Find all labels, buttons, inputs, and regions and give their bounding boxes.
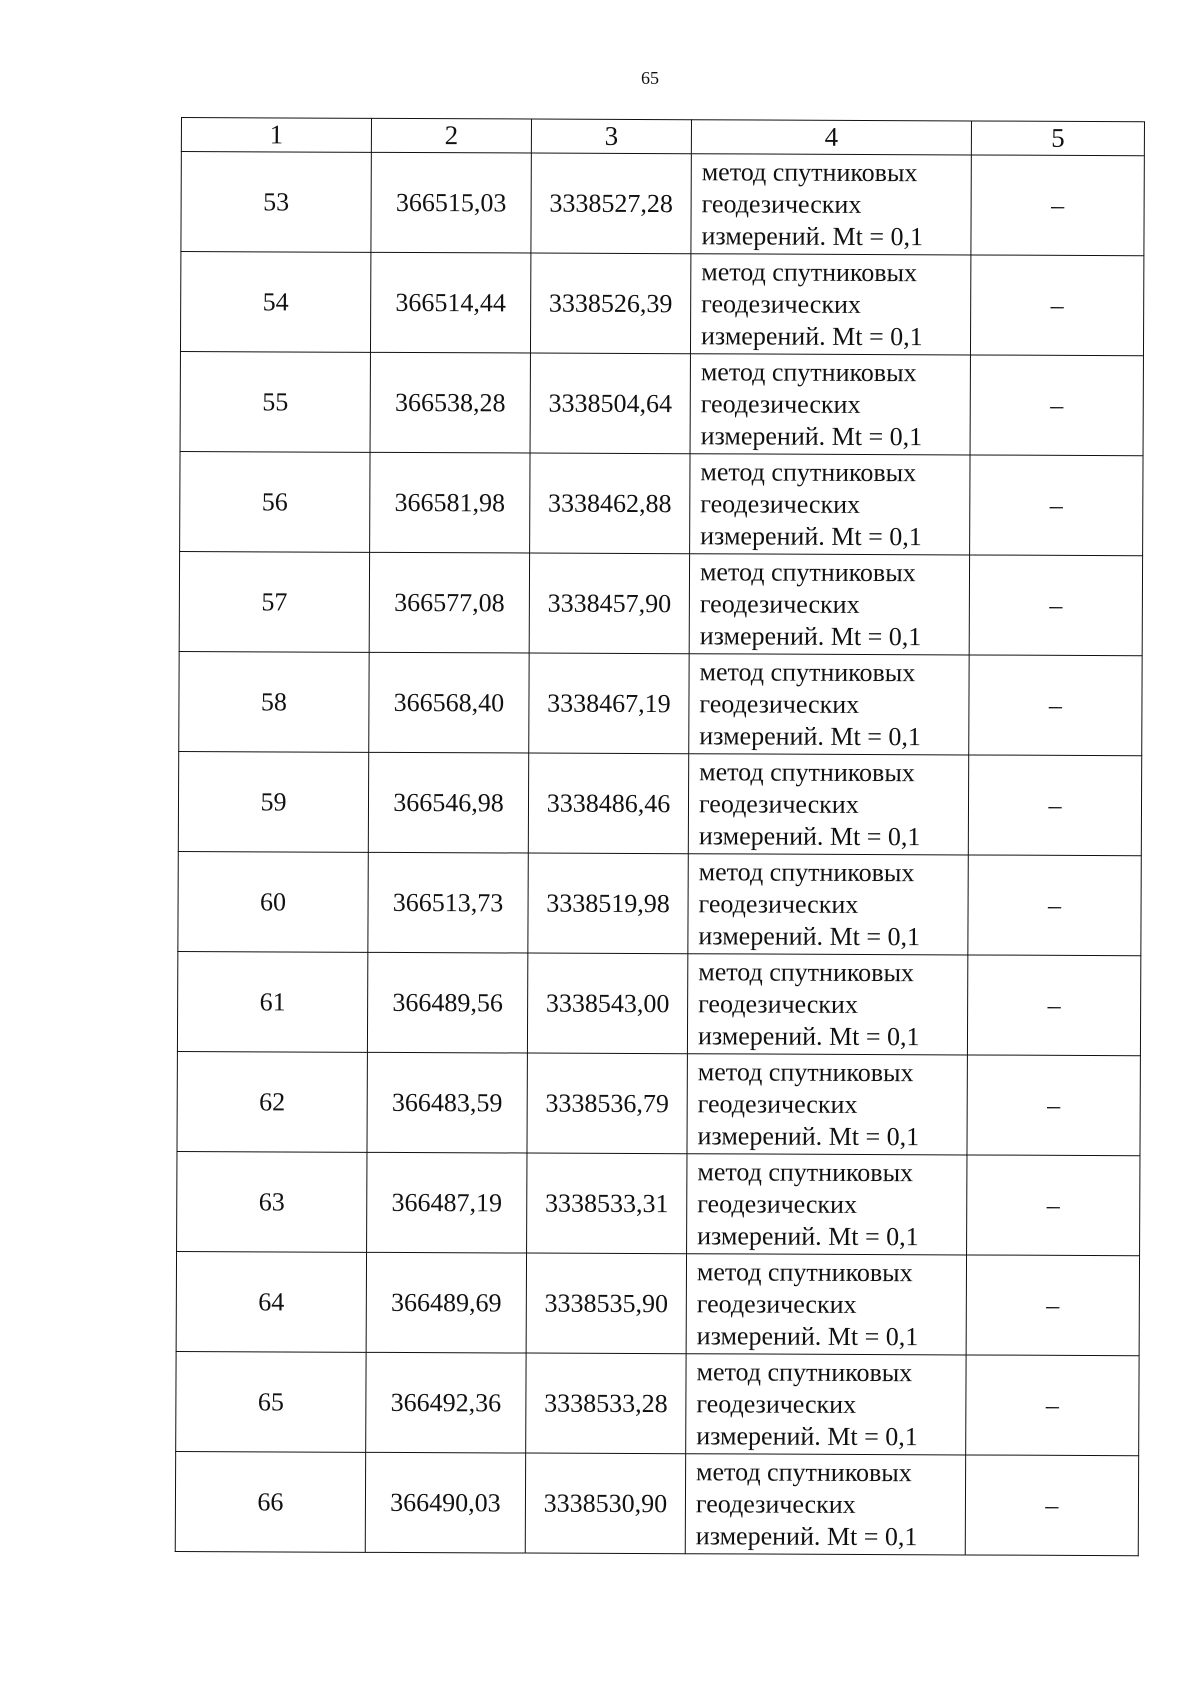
method-line: метод спутниковых bbox=[699, 656, 916, 687]
method-line: геодезических bbox=[696, 1288, 857, 1319]
x-coordinate-cell: 366538,28 bbox=[370, 352, 530, 453]
x-coordinate-cell: 366487,19 bbox=[367, 1152, 527, 1253]
x-coordinate-cell: 366513,73 bbox=[368, 852, 528, 953]
method-cell bbox=[689, 554, 969, 655]
note-cell: – bbox=[968, 855, 1141, 956]
x-coordinate-cell: 366489,69 bbox=[366, 1252, 526, 1353]
table-row bbox=[175, 1451, 1138, 1555]
point-number-cell: 66 bbox=[175, 1451, 365, 1552]
table-body bbox=[175, 152, 1144, 1556]
y-coordinate-cell: 3338533,31 bbox=[527, 1153, 687, 1254]
x-coordinate-cell: 366577,08 bbox=[369, 552, 529, 653]
table-row bbox=[179, 551, 1142, 655]
x-coordinate-cell: 366568,40 bbox=[369, 652, 529, 753]
point-number-cell: 64 bbox=[176, 1251, 366, 1352]
x-coordinate-cell: 366483,59 bbox=[367, 1052, 527, 1153]
y-coordinate-cell: 3338457,90 bbox=[529, 553, 689, 654]
method-line: метод спутниковых bbox=[701, 256, 918, 287]
y-coordinate-cell: 3338533,28 bbox=[526, 1353, 686, 1454]
table-row bbox=[180, 351, 1143, 455]
note-cell: – bbox=[969, 555, 1142, 656]
method-line: измерений. Mt = 0,1 bbox=[699, 620, 922, 651]
method-cell bbox=[686, 1254, 966, 1355]
x-coordinate-cell: 366546,98 bbox=[368, 752, 528, 853]
x-coordinate-cell: 366581,98 bbox=[370, 452, 530, 553]
table-row bbox=[178, 851, 1141, 955]
method-line: геодезических bbox=[700, 388, 861, 419]
point-number-cell: 54 bbox=[180, 252, 370, 353]
column-header-2: 2 bbox=[371, 118, 531, 153]
method-cell bbox=[691, 154, 971, 255]
method-line: метод спутниковых bbox=[698, 956, 915, 987]
x-coordinate-cell: 366492,36 bbox=[366, 1352, 526, 1453]
method-cell bbox=[686, 1354, 966, 1455]
method-cell bbox=[687, 1054, 967, 1155]
method-line: измерений. Mt = 0,1 bbox=[695, 1520, 918, 1551]
coordinates-table bbox=[175, 117, 1145, 1556]
method-line: метод спутниковых bbox=[699, 556, 916, 587]
note-cell: – bbox=[967, 955, 1140, 1056]
y-coordinate-cell: 3338462,88 bbox=[530, 453, 690, 554]
point-number-cell: 61 bbox=[177, 951, 367, 1052]
x-coordinate-cell: 366489,56 bbox=[367, 952, 527, 1053]
method-line: метод спутниковых bbox=[700, 456, 917, 487]
column-header-5: 5 bbox=[971, 121, 1144, 156]
note-cell: – bbox=[966, 1355, 1139, 1456]
method-line: геодезических bbox=[699, 588, 860, 619]
method-line: геодезических bbox=[696, 1388, 857, 1419]
method-line: измерений. Mt = 0,1 bbox=[698, 920, 921, 951]
method-line: геодезических bbox=[701, 188, 862, 219]
method-line: измерений. Mt = 0,1 bbox=[696, 1420, 918, 1451]
method-line: метод спутниковых bbox=[699, 756, 915, 787]
point-number-cell: 53 bbox=[181, 152, 371, 253]
point-number-cell: 57 bbox=[179, 551, 369, 652]
method-cell bbox=[690, 454, 970, 555]
method-line: метод спутниковых bbox=[696, 1256, 913, 1287]
point-number-cell: 55 bbox=[180, 351, 370, 452]
method-line: измерений. Mt = 0,1 bbox=[698, 820, 921, 851]
method-cell bbox=[689, 654, 969, 755]
method-line: геодезических bbox=[698, 988, 858, 1019]
method-line: метод спутниковых bbox=[700, 356, 917, 387]
method-cell bbox=[688, 754, 968, 855]
method-line: геодезических bbox=[698, 888, 859, 919]
method-line: измерений. Mt = 0,1 bbox=[699, 720, 921, 751]
method-line: метод спутниковых bbox=[701, 156, 918, 187]
method-cell bbox=[685, 1454, 965, 1555]
method-line: геодезических bbox=[695, 1488, 856, 1519]
note-cell: – bbox=[966, 1255, 1139, 1356]
y-coordinate-cell: 3338527,28 bbox=[531, 153, 691, 254]
method-line: измерений. Mt = 0,1 bbox=[697, 1220, 919, 1251]
method-line: метод спутниковых bbox=[697, 1056, 914, 1087]
note-cell: – bbox=[970, 355, 1143, 456]
note-cell: – bbox=[969, 655, 1142, 756]
note-cell: – bbox=[970, 255, 1143, 356]
method-line: метод спутниковых bbox=[697, 1156, 914, 1187]
table-row bbox=[177, 951, 1140, 1055]
y-coordinate-cell: 3338519,98 bbox=[528, 853, 688, 954]
method-line: измерений. Mt = 0,1 bbox=[701, 220, 924, 251]
table-row bbox=[177, 1151, 1140, 1255]
table-row bbox=[181, 152, 1144, 256]
method-line: геодезических bbox=[700, 488, 861, 519]
note-cell: – bbox=[971, 155, 1144, 256]
point-number-cell: 58 bbox=[179, 651, 369, 752]
note-cell: – bbox=[970, 455, 1143, 556]
note-cell: – bbox=[965, 1455, 1138, 1556]
column-header-3: 3 bbox=[531, 119, 691, 154]
note-cell: – bbox=[967, 1055, 1140, 1156]
method-cell bbox=[690, 354, 970, 455]
method-line: геодезических bbox=[697, 1188, 858, 1219]
y-coordinate-cell: 3338536,79 bbox=[527, 1053, 687, 1154]
note-cell: – bbox=[968, 755, 1141, 856]
method-line: измерений. Mt = 0,1 bbox=[697, 1020, 920, 1051]
table-header-row bbox=[181, 118, 1144, 156]
x-coordinate-cell: 366515,03 bbox=[371, 152, 531, 253]
method-line: измерений. Mt = 0,1 bbox=[696, 1320, 919, 1351]
point-number-cell: 63 bbox=[177, 1151, 367, 1252]
table-row bbox=[176, 1351, 1139, 1455]
x-coordinate-cell: 366490,03 bbox=[365, 1452, 525, 1553]
method-line: геодезических bbox=[699, 688, 860, 719]
table-row bbox=[180, 252, 1143, 356]
method-cell bbox=[687, 1154, 967, 1255]
table-row bbox=[177, 1051, 1140, 1155]
point-number-cell: 56 bbox=[180, 451, 370, 552]
column-header-1: 1 bbox=[181, 118, 371, 153]
column-header-4: 4 bbox=[691, 120, 971, 155]
method-line: геодезических bbox=[698, 788, 859, 819]
y-coordinate-cell: 3338467,19 bbox=[529, 653, 689, 754]
table-row bbox=[180, 451, 1143, 555]
table-row bbox=[176, 1251, 1139, 1355]
method-cell bbox=[687, 954, 967, 1055]
y-coordinate-cell: 3338543,00 bbox=[527, 953, 687, 1054]
method-line: измерений. Mt = 0,1 bbox=[700, 520, 922, 551]
y-coordinate-cell: 3338535,90 bbox=[526, 1253, 686, 1354]
coordinates-table-container bbox=[175, 117, 1144, 1556]
method-line: измерений. Mt = 0,1 bbox=[697, 1120, 920, 1151]
table-row bbox=[179, 651, 1142, 755]
point-number-cell: 60 bbox=[178, 851, 368, 952]
page-number: 65 bbox=[641, 68, 659, 88]
y-coordinate-cell: 3338526,39 bbox=[530, 253, 690, 354]
point-number-cell: 59 bbox=[178, 751, 368, 852]
method-cell bbox=[690, 254, 970, 355]
method-line: геодезических bbox=[701, 288, 861, 319]
method-line: геодезических bbox=[697, 1088, 858, 1119]
method-line: измерений. Mt = 0,1 bbox=[700, 320, 923, 351]
method-line: метод спутниковых bbox=[696, 1456, 912, 1487]
y-coordinate-cell: 3338530,90 bbox=[525, 1453, 685, 1554]
note-cell: – bbox=[967, 1155, 1140, 1256]
method-line: измерений. Mt = 0,1 bbox=[700, 420, 923, 451]
x-coordinate-cell: 366514,44 bbox=[370, 252, 530, 353]
point-number-cell: 65 bbox=[176, 1351, 366, 1452]
point-number-cell: 62 bbox=[177, 1051, 367, 1152]
table-row bbox=[178, 751, 1141, 855]
y-coordinate-cell: 3338504,64 bbox=[530, 353, 690, 454]
y-coordinate-cell: 3338486,46 bbox=[528, 753, 688, 854]
method-line: метод спутниковых bbox=[698, 856, 915, 887]
method-cell bbox=[688, 854, 968, 955]
method-line: метод спутниковых bbox=[696, 1356, 913, 1387]
